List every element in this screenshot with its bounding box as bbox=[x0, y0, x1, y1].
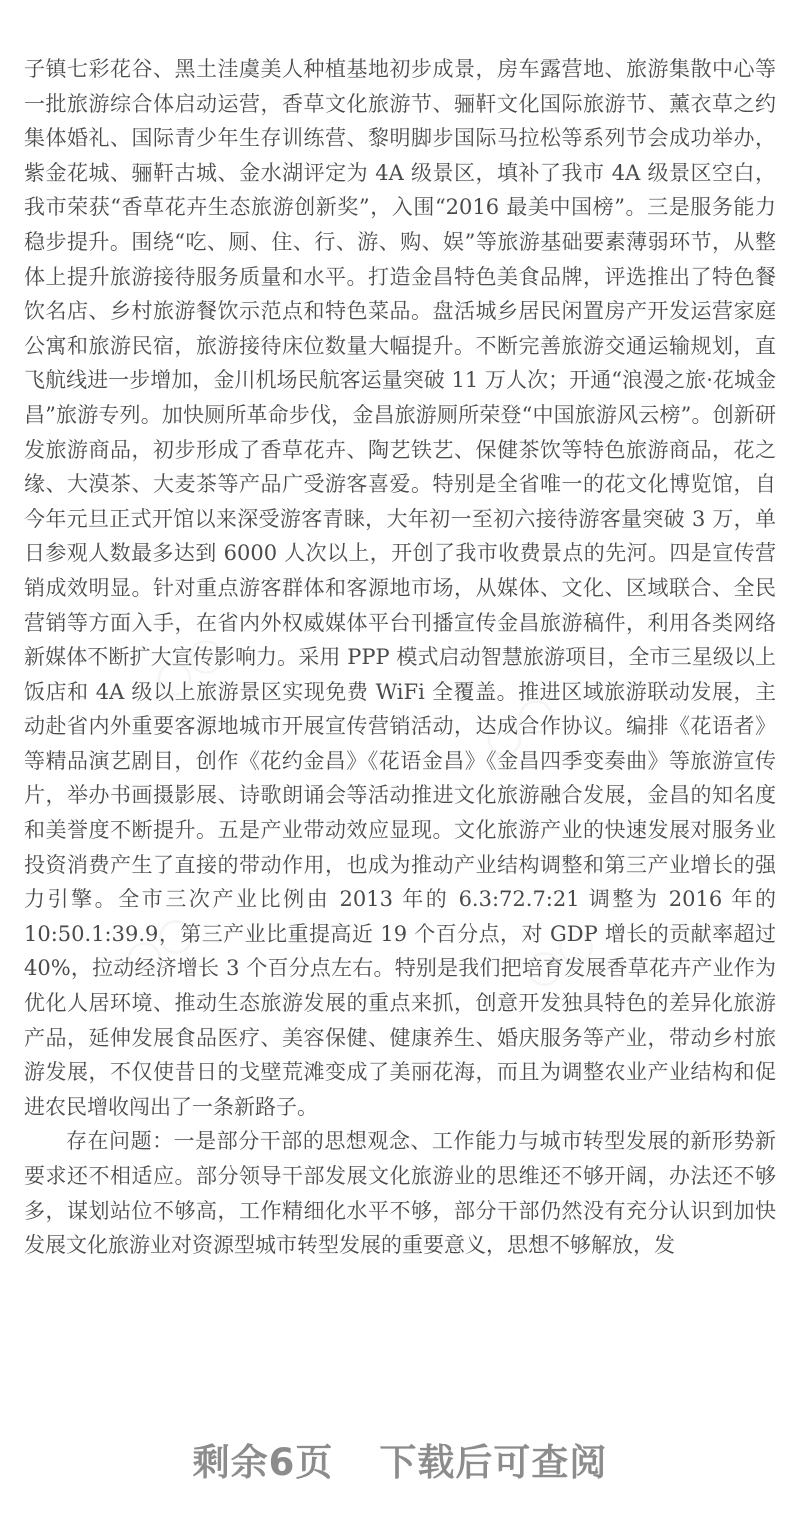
watermark-mark: ○○ bbox=[472, 682, 565, 769]
body-paragraph: 子镇七彩花谷、黑土洼虞美人种植基地初步成景，房车露营地、旅游集散中心等一批旅游综合体启动运营，香草文化旅游节、骊靬文化国际旅游节、薰衣草之约集体婚礼、国际青少年生存训练营、黎明脚步国际马拉松等系列节会成功举办，紫金花城、骊靬古城、金水湖评定为 4A 级景区，填补了我市 4A 级景区空白，我市荣获“香草花卉生态旅游创新奖”，入围“2016 最美中国榜”。三是服务能力稳步提升。围绕“吃、厕、住、行、游、购、娱”等旅游基础要素薄弱环节，从整体上提升旅游接待服务质量和水平。打造金昌特色美食品牌，评选推出了特色餐饮名店、乡村旅游餐饮示范点和特色菜品。盘活城乡居民闲置房产开发运营家庭公寓和旅游民宿，旅游接待床位数量大幅提升。不断完善旅游交通运输规划，直飞航线进一步增加，金川机场民航客运量突破 11 万人次；开通“浪漫之旅·花城金昌”旅游专列。加快厕所革命步伐，金昌旅游厕所荣登“中国旅游风云榜”。创新研发旅游商品，初步形成了香草花卉、陶艺铁艺、保健茶饮等特色旅游商品，花之缘、大漠茶、大麦茶等产品广受游客喜爱。特别是全省唯一的花文化博览馆，自今年元旦正式开馆以来深受游客青睐，大年初一至初六接待游客量突破 3 万，单日参观人数最多达到 6000 人次以上，开创了我市收费景点的先河。四是宣传营销成效明显。针对重点游客群体和客源地市场，从媒体、文化、区域联合、全民营销等方面入手，在省内外权威媒体平台刊播宣传金昌旅游稿件，利用各类网络新媒体不断扩大宣传影响力。采用 PPP 模式启动智慧旅游项目，全市三星级以上饭店和 4A 级以上旅游景区实现免费 WiFi 全覆盖。推进区域旅游联动发展，主动赴省内外重要客源地城市开展宣传营销活动，达成合作协议。编排《花语者》等精品演艺剧目，创作《花约金昌》《花语金昌》《金昌四季变奏曲》等旅游宣传片，举办书画摄影展、诗歌朗诵会等活动推进文化旅游融合发展，金昌的知名度和美誉度不断提升。五是产业带动效应显现。文化旅游产业的快速发展对服务业投资消费产生了直接的带动作用，也成为推动产业结构调整和第三产业增长的强力引擎。全市三次产业比例由 2013 年的 6.3:72.7:21 调整为 2016 年的 10:50.1:39.9，第三产业比重提高近 19 个百分点，对 GDP 增长的贡献率超过 40%，拉动经济增长 3 个百分点左右。特别是我们把培育发展香草花卉产业作为优化人居环境、推动生态旅游发展的重点来抓，创意开发独具特色的差异化旅游产品，延伸发展食品医疗、美容保健、健康养生、婚庆服务等产业，带动乡村旅游发展，不仅使昔日的戈壁荒滩变成了美丽花海，而且为调整农业产业结构和促进农民增收闯出了一条新路子。 bbox=[24, 57, 776, 1119]
watermark-mark: ○○ bbox=[512, 912, 605, 999]
document-body bbox=[24, 52, 776, 1263]
remaining-pages-label: 剩余6页 bbox=[192, 1441, 334, 1484]
download-prompt-banner[interactable] bbox=[0, 1432, 800, 1486]
watermark-mark: ○○ bbox=[112, 902, 205, 989]
body-paragraph: 存在问题：一是部分干部的思想观念、工作能力与城市转型发展的新形势新要求还不相适应。部分领导干部发展文化旅游业的思维还不够开阔，办法还不够多，谋划站位不够高，工作精细化水平不够，部分干部仍然没有充分认识到加快发展文化旅游业对资源型城市转型发展的重要意义，思想不够解放，发 bbox=[24, 1129, 776, 1258]
download-label: 下载后可查阅 bbox=[379, 1441, 608, 1484]
watermark-mark: ○○ bbox=[142, 622, 235, 709]
